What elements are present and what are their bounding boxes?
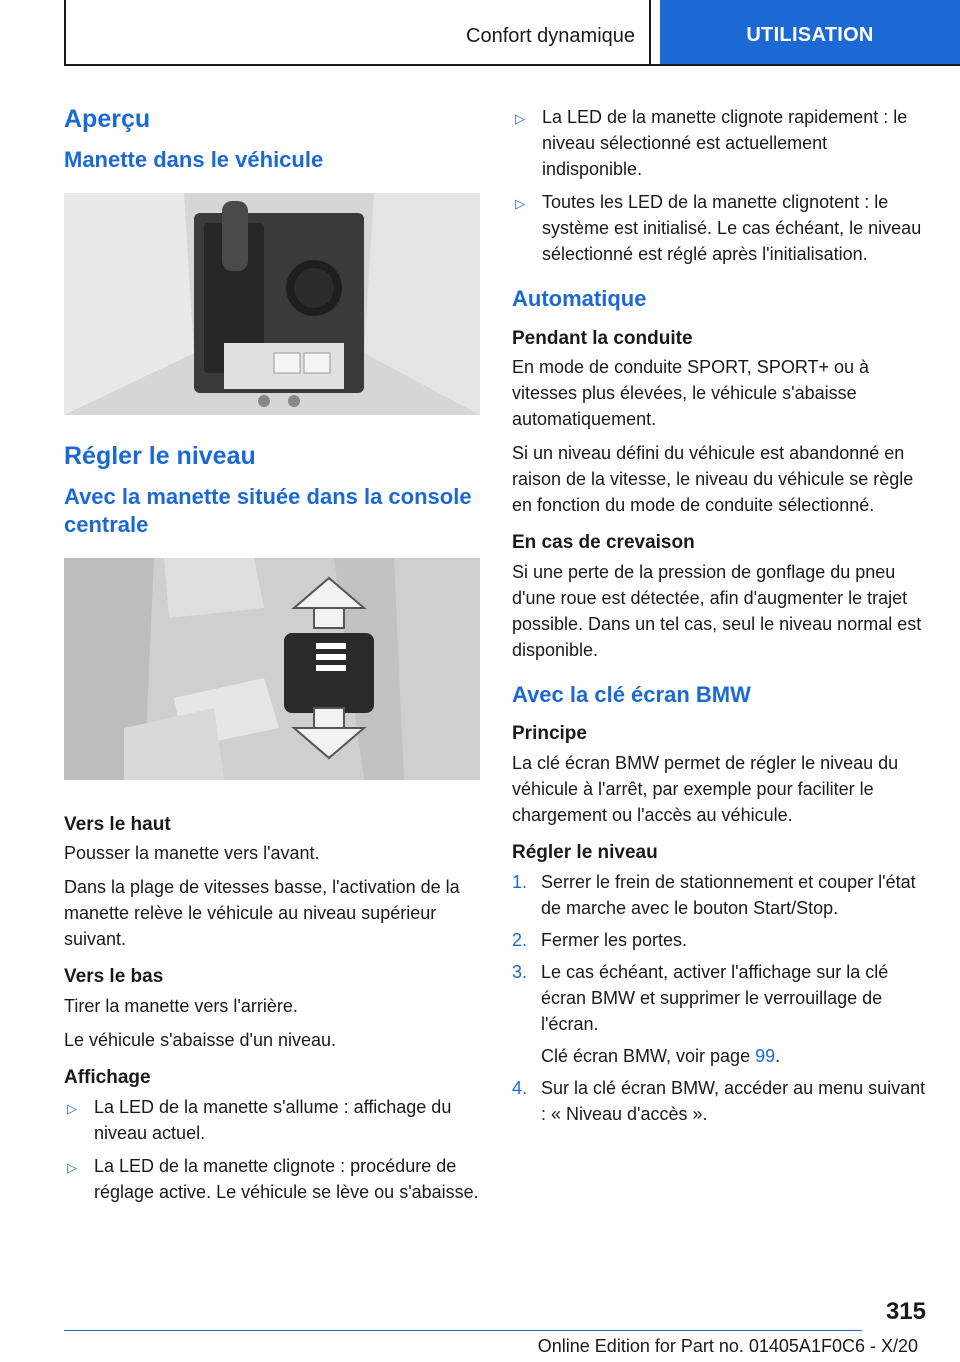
text-vers-haut-1: Pousser la manette vers l'avant. xyxy=(64,843,320,864)
subheading-crevaison: En cas de crevaison xyxy=(512,532,695,554)
header-chapter-tab[interactable]: UTILISATION xyxy=(660,0,960,64)
subheading-principe: Principe xyxy=(512,723,587,745)
subheading-affichage: Affichage xyxy=(64,1066,151,1088)
text-vers-haut-2: Dans la plage de vitesses basse, l'activation de la manette relève le véhicule au niveau supérieur suivant. xyxy=(64,877,460,950)
page-reference: Clé écran BMW, voir page 99. xyxy=(541,1045,781,1066)
left-column xyxy=(64,96,480,1212)
list-item: 1. Serrer le frein de stationnement et couper l'état de marche avec le bouton Start/Stop. xyxy=(512,871,916,918)
heading-avec-manette: Avec la manette située dans la console centrale xyxy=(64,483,472,538)
text-conduite-1: En mode de conduite SPORT, SPORT+ ou à vitesses plus élevées, le véhicule s'abaisse automatiquement. xyxy=(512,357,870,430)
text-conduite-2: Si un niveau défini du véhicule est abandonné en raison de la vitesse, le niveau du véhicule se règle en fonction du mode de conduite sélectionné. xyxy=(512,443,914,516)
subheading-regler-niveau: Régler le niveau xyxy=(512,841,658,863)
text-principe: La clé écran BMW permet de régler le niveau du véhicule à l'arrêt, par exemple pour faciliter le chargement ou l'accès au véhicule. xyxy=(512,752,899,825)
triangle-bullet-icon: ▷ xyxy=(67,1159,77,1175)
header-rule xyxy=(64,64,960,66)
subheading-vers-haut: Vers le haut xyxy=(64,813,171,835)
header-section-title: Confort dynamique xyxy=(466,24,635,47)
photo-center-console xyxy=(64,193,480,415)
footer-rule xyxy=(64,1330,862,1331)
list-item: ▷ Toutes les LED de la manette clignotent : le système est initialisé. Le cas échéant, le niveau sélectionné est réglé après l'initialisation. xyxy=(512,189,926,267)
right-column xyxy=(512,104,926,1133)
photo-level-switch xyxy=(64,558,480,780)
heading-cle-ecran: Avec la clé écran BMW xyxy=(512,681,751,707)
list-item: ▷ La LED de la manette clignote : procédure de réglage active. Le véhicule se lève ou s'abaisse. xyxy=(64,1153,480,1205)
subheading-vers-bas: Vers le bas xyxy=(64,966,164,988)
page-link[interactable]: 99 xyxy=(755,1045,776,1066)
page-number: 315 xyxy=(885,1298,926,1325)
triangle-bullet-icon: ▷ xyxy=(67,1100,77,1116)
triangle-bullet-icon: ▷ xyxy=(515,111,525,126)
triangle-bullet-icon: ▷ xyxy=(515,196,525,211)
list-item: 3. Le cas échéant, activer l'affichage sur la clé écran BMW et supprimer le verrouillage de l'écran. xyxy=(512,961,889,1034)
text-crevaison: Si une perte de la pression de gonflage du pneu d'une roue est détectée, afin d'augmenter le trajet possible. Dans un tel cas, seul le niveau normal est disponible. xyxy=(512,561,922,660)
level-switch-illustration xyxy=(64,558,480,780)
list-item: ▷ La LED de la manette clignote rapidement : le niveau sélectionné est actuellement indisponible. xyxy=(512,104,926,182)
heading-apercu: Aperçu xyxy=(64,105,151,133)
text-vers-bas-1: Tirer la manette vers l'arrière. xyxy=(64,995,298,1016)
edition-note: Online Edition for Part no. 01405A1F0C6 - X/20 xyxy=(537,1336,918,1356)
heading-regler-niveau: Régler le niveau xyxy=(64,441,256,470)
list-item: 2. Fermer les portes. xyxy=(512,929,688,950)
list-item: 4. Sur la clé écran BMW, accéder au menu suivant : « Niveau d'accès ». xyxy=(512,1077,926,1124)
text-vers-bas-2: Le véhicule s'abaisse d'un niveau. xyxy=(64,1029,337,1050)
subheading-pendant-conduite: Pendant la conduite xyxy=(512,327,693,349)
list-item: ▷ La LED de la manette s'allume : affichage du niveau actuel. xyxy=(64,1094,480,1146)
heading-manette-vehicule: Manette dans le véhicule xyxy=(64,147,324,172)
heading-automatique: Automatique xyxy=(512,286,647,311)
header-mid-rule xyxy=(649,0,651,66)
center-console-illustration xyxy=(64,193,480,415)
